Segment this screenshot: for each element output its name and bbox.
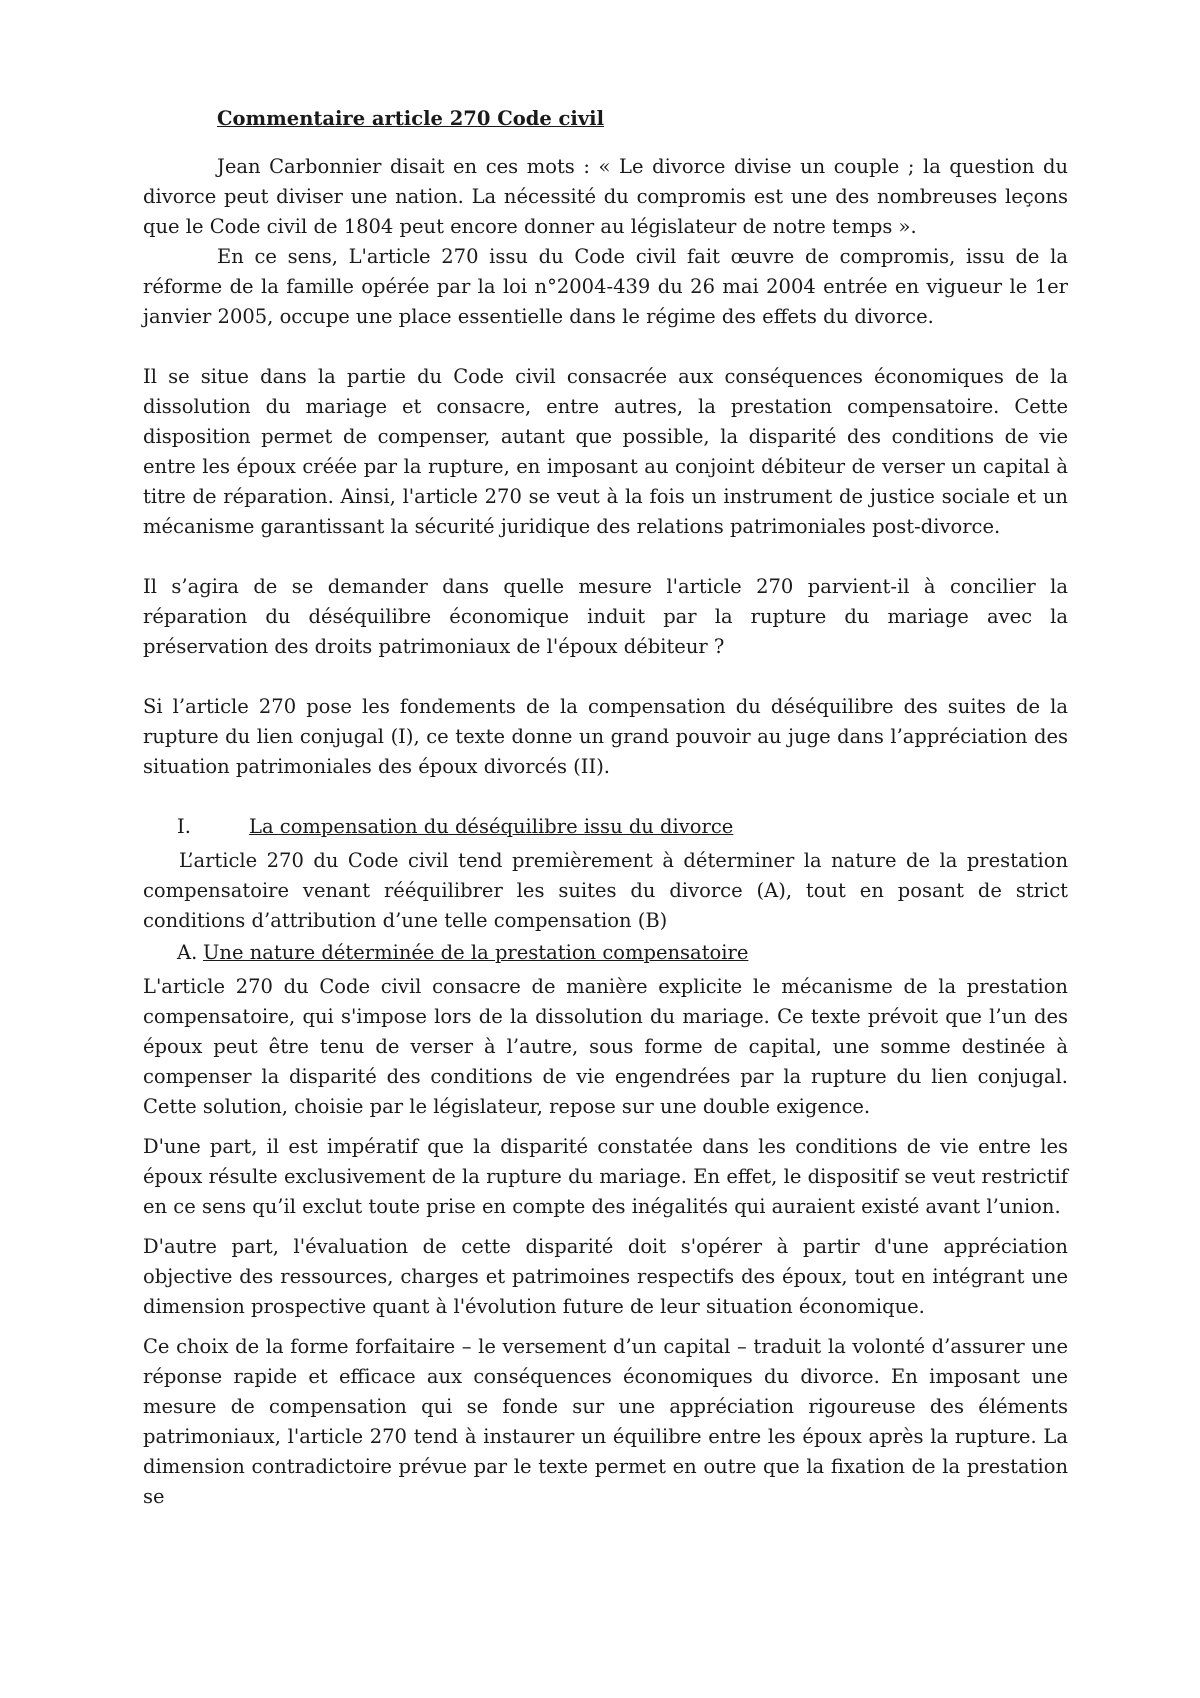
subsection-title: Une nature déterminée de la prestation compensatoire	[203, 941, 749, 964]
section-intro-paragraph: L’article 270 du Code civil tend premièrement à déterminer la nature de la prestation compensatoire venant rééquilibrer les suites du divorce (A), tout en posant de strict conditions d’attribution d’une telle compensation (B)	[143, 849, 1068, 932]
intro-paragraph: En ce sens, L'article 270 issu du Code civil fait œuvre de compromis, issu de la réforme de la famille opérée par la loi n°2004-439 du 26 mai 2004 entrée en vigueur le 1er janvier 2005, occupe une place essentielle dans le régime des effets du divorce.	[143, 245, 1068, 328]
subsection-number: A.	[177, 941, 198, 964]
plan-paragraph: Si l’article 270 pose les fondements de la compensation du déséquilibre des suites de la rupture du lien conjugal (I), ce texte donne un grand pouvoir au juge dans l’appréciation des situation patrimoniales des époux divorcés (II).	[143, 695, 1068, 778]
body-paragraph: D'autre part, l'évaluation de cette disparité doit s'opérer à partir d'une appréciation objective des ressources, charges et patrimoines respectifs des époux, tout en intégrant une dimension prospective quant à l'évolution future de leur situation économique.	[143, 1235, 1068, 1318]
section-title: La compensation du déséquilibre issu du divorce	[249, 815, 734, 838]
section-heading-1	[143, 812, 1068, 842]
problematic-paragraph: Il s’agira de se demander dans quelle mesure l'article 270 parvient-il à concilier la réparation du déséquilibre économique induit par la rupture du mariage avec la préservation des droits patrimoniaux de l'époux débiteur ?	[143, 575, 1068, 658]
context-paragraph: Il se situe dans la partie du Code civil consacrée aux conséquences économiques de la dissolution du mariage et consacre, entre autres, la prestation compensatoire. Cette disposition permet de compenser, autant que possible, la disparité des conditions de vie entre les époux créée par la rupture, en imposant au conjoint débiteur de verser un capital à titre de réparation. Ainsi, l'article 270 se veut à la fois un instrument de justice sociale et un mécanisme garantissant la sécurité juridique des relations patrimoniales post-divorce.	[143, 365, 1068, 538]
body-paragraph: D'une part, il est impératif que la disparité constatée dans les conditions de vie entre les époux résulte exclusivement de la rupture du mariage. En effet, le dispositif se veut restrictif en ce sens qu’il exclut toute prise en compte des inégalités qui auraient existé avant l’union.	[143, 1135, 1068, 1218]
document-title: Commentaire article 270 Code civil	[217, 107, 604, 130]
intro-paragraph: Jean Carbonnier disait en ces mots : « Le divorce divise un couple ; la question du divorce peut diviser une nation. La nécessité du compromis est une des nombreuses leçons que le Code civil de 1804 peut encore donner au législateur de notre temps ».	[143, 155, 1068, 238]
subsection-heading-a	[143, 938, 1068, 968]
section-number: I.	[177, 815, 191, 838]
body-paragraph: Ce choix de la forme forfaitaire – le versement d’un capital – traduit la volonté d’assurer une réponse rapide et efficace aux conséquences économiques du divorce. En imposant une mesure de compensation qui se fonde sur une appréciation rigoureuse des éléments patrimoniaux, l'article 270 tend à instaurer un équilibre entre les époux après la rupture. La dimension contradictoire prévue par le texte permet en outre que la fixation de la prestation se	[143, 1335, 1068, 1508]
body-paragraph: L'article 270 du Code civil consacre de manière explicite le mécanisme de la prestation compensatoire, qui s'impose lors de la dissolution du mariage. Ce texte prévoit que l’un des époux peut être tenu de verser à l’autre, sous forme de capital, une somme destinée à compenser la disparité des conditions de vie engendrées par la rupture du lien conjugal. Cette solution, choisie par le législateur, repose sur une double exigence.	[143, 975, 1068, 1118]
document-body	[143, 104, 1068, 1512]
